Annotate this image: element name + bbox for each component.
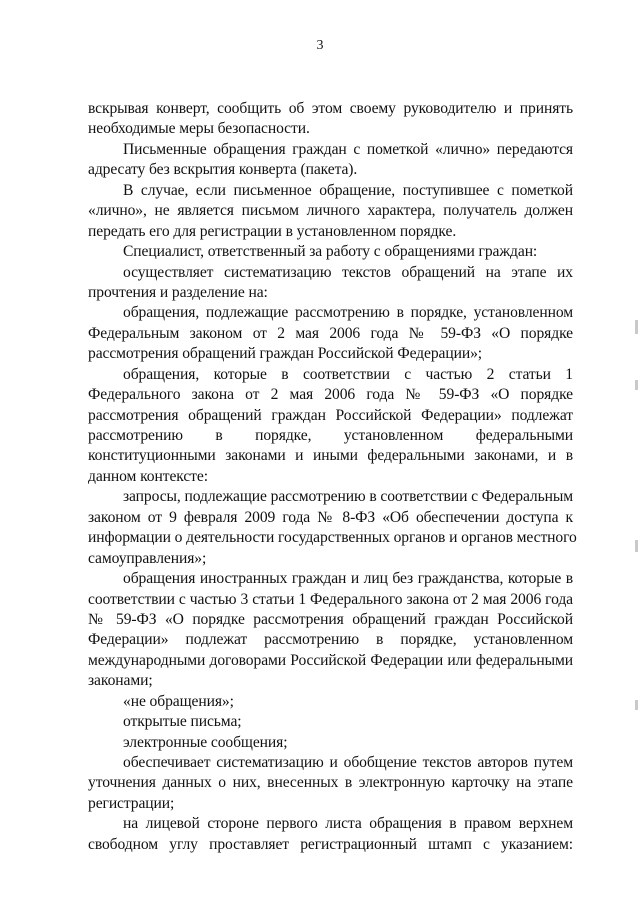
body-text (88, 99, 577, 855)
text-line: необходимые меры безопасности. (88, 120, 310, 138)
page-number: 3 (316, 38, 324, 53)
text-line: обращения иностранных граждан и лиц без гражданства, которые в (123, 570, 573, 588)
text-line: рассмотрения обращений граждан Российской Федерации»; (88, 345, 483, 363)
text-line: конституционными законами и иными федеральными законами, и в (88, 447, 573, 465)
scan-margin-mark (635, 540, 638, 552)
text-line: Письменные обращения граждан с пометкой «лично» передаются (123, 140, 573, 158)
text-line: законом от 9 февраля 2009 года № 8-ФЗ «Об обеспечении доступа к (88, 508, 573, 526)
text-line: соответствии с частью 3 статьи 1 Федерального закона от 2 мая 2006 года (88, 590, 573, 608)
text-line: вскрывая конверт, сообщить об этом своему руководителю и принять (88, 100, 573, 117)
text-line: адресату без вскрытия конверта (пакета). (88, 161, 358, 179)
text-line: «не обращения»; (123, 692, 234, 710)
text-line: «лично», не является письмом личного характера, получатель должен (88, 202, 573, 220)
text-line: В случае, если письменное обращение, поступившее с пометкой (123, 181, 573, 199)
text-line: Федерации» подлежат рассмотрению в порядке, установленном (88, 631, 573, 649)
text-line: передать его для регистрации в установленном порядке. (88, 222, 457, 240)
scan-margin-mark (635, 380, 638, 390)
text-line: Федеральным законом от 2 мая 2006 года № 59-ФЗ «О порядке (88, 324, 573, 342)
text-line: рассмотрения обращений граждан Российской Федерации» подлежат (88, 406, 573, 424)
text-line: на лицевой стороне первого листа обращения в правом верхнем (123, 815, 573, 833)
text-line: запросы, подлежащие рассмотрению в соответствии с Федеральным (123, 488, 573, 506)
text-line: прочтения и разделение на: (88, 283, 268, 301)
scan-margin-mark (635, 700, 638, 710)
text-line: обеспечивает систематизацию и обобщение текстов авторов путем (123, 754, 573, 771)
text-line: свободном углу проставляет регистрационный штамп с указанием: (88, 835, 573, 853)
text-line: международными договорами Российской Федерации или федеральными (88, 651, 573, 669)
text-line: рассмотрению в порядке, установленном федеральными (88, 427, 573, 444)
text-line: Федерального закона от 2 мая 2006 года № 59-ФЗ «О порядке (88, 386, 573, 404)
text-line: Специалист, ответственный за работу с обращениями граждан: (123, 243, 538, 261)
text-line: осуществляет систематизацию текстов обращений на этапе их (123, 263, 573, 281)
text-line: законами; (88, 672, 153, 690)
text-line: информации о деятельности государственных органов и органов местного (88, 529, 577, 547)
scan-margin-mark (635, 320, 638, 334)
text-line: обращения, подлежащие рассмотрению в порядке, установленном (123, 304, 573, 322)
text-line: регистрации; (88, 794, 175, 812)
text-line: открытые письма; (123, 713, 242, 731)
text-line: уточнения данных о них, внесенных в электронную карточку на этапе (88, 774, 573, 792)
text-line: самоуправления»; (88, 549, 207, 567)
text-line: данном контексте: (88, 467, 208, 485)
text-line: электронные сообщения; (123, 733, 288, 751)
text-line: № 59-ФЗ «О порядке рассмотрения обращений граждан Российской (88, 610, 573, 628)
text-line: обращения, которые в соответствии с частью 2 статьи 1 (123, 365, 573, 383)
